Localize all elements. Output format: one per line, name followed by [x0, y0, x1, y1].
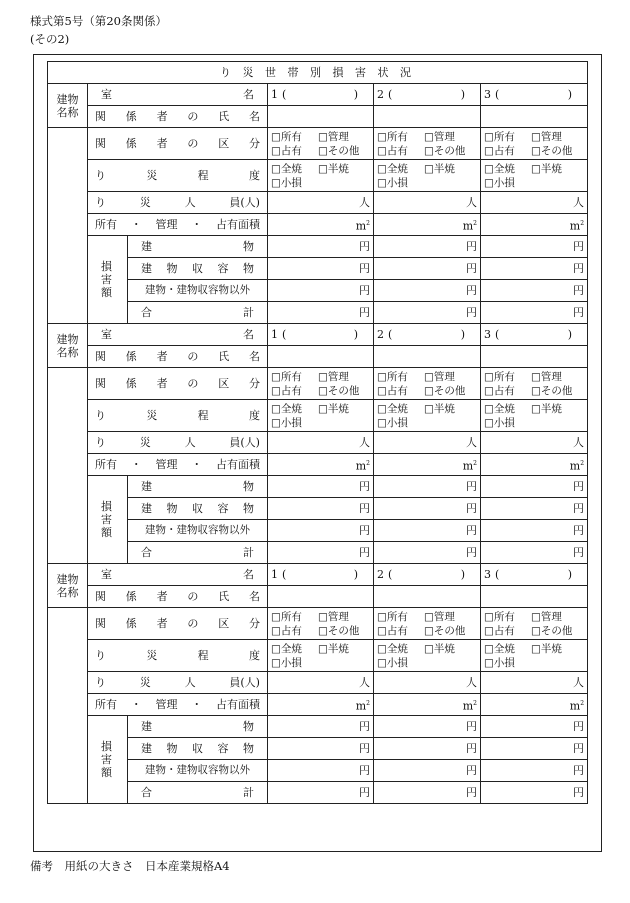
- related-class-row-2: [48, 368, 588, 400]
- slot-number: 3: [484, 328, 491, 341]
- blank-cell: [48, 608, 88, 804]
- checkbox-option[interactable]: □管理: [424, 370, 455, 383]
- checkbox-option[interactable]: □管理: [424, 130, 455, 143]
- checkbox-option[interactable]: □所有: [484, 610, 515, 623]
- checkbox-option[interactable]: □半焼: [531, 642, 562, 655]
- area-cell-2[interactable]: $m^2$: [374, 694, 481, 716]
- loss-other-cell-3[interactable]: 円: [481, 280, 588, 302]
- checkbox-option[interactable]: □占有: [484, 624, 515, 637]
- victims-cell-2[interactable]: 人: [374, 192, 481, 214]
- victims-cell-1[interactable]: 人: [268, 192, 374, 214]
- related-name-cell-1[interactable]: [268, 586, 374, 608]
- loss-building-cell-2[interactable]: 円: [374, 236, 481, 258]
- loss-other-cell-2[interactable]: 円: [374, 760, 481, 782]
- room-slot-2[interactable]: 2 ( ): [374, 84, 481, 106]
- related-name-cell-2[interactable]: [374, 106, 481, 128]
- area-cell-1[interactable]: $m^2$: [268, 694, 374, 716]
- victims-cell-3[interactable]: 人: [481, 432, 588, 454]
- room-slot-2[interactable]: 2 ( ): [374, 564, 481, 586]
- slot-number: 3: [484, 88, 491, 101]
- loss-other-cell-3[interactable]: 円: [481, 760, 588, 782]
- loss-total-label: 合 計: [128, 782, 268, 804]
- checkbox-option[interactable]: □管理: [318, 610, 349, 623]
- loss-other-label: 建物・建物収容物以外: [128, 760, 268, 782]
- checkbox-option[interactable]: □所有: [377, 130, 408, 143]
- related-name-label: 関 係 者 の 氏 名: [88, 346, 268, 368]
- loss-total-cell-2[interactable]: 円: [374, 302, 481, 324]
- checkbox-option[interactable]: □その他: [531, 144, 573, 157]
- loss-building-cell-1[interactable]: 円: [268, 476, 374, 498]
- area-label: 所有 ・ 管理 ・ 占有面積: [88, 214, 268, 236]
- loss-contents-cell-2[interactable]: 円: [374, 498, 481, 520]
- loss-contents-row-3: [48, 738, 588, 760]
- room-label: 室 名: [88, 84, 268, 106]
- area-cell-2[interactable]: $m^2$: [374, 454, 481, 476]
- checkbox-option[interactable]: □小損: [377, 416, 408, 429]
- loss-contents-cell-2[interactable]: 円: [374, 738, 481, 760]
- loss-other-row-3: [48, 760, 588, 782]
- building-name-label: 建物 名称: [48, 324, 88, 368]
- loss-contents-cell-3[interactable]: 円: [481, 498, 588, 520]
- building-name-label: 建物 名称: [48, 84, 88, 128]
- related-class-cell-2[interactable]: [374, 608, 481, 640]
- loss-other-label: 建物・建物収容物以外: [128, 280, 268, 302]
- slot-number: 1: [271, 328, 278, 341]
- checkbox-option[interactable]: □全焼: [271, 162, 302, 175]
- checkbox-option[interactable]: □占有: [377, 144, 408, 157]
- slot-number: 2: [377, 88, 384, 101]
- area-label: 所有 ・ 管理 ・ 占有面積: [88, 694, 268, 716]
- related-class-label: 関 係 者 の 区 分: [88, 128, 268, 160]
- checkbox-option[interactable]: □全焼: [271, 642, 302, 655]
- loss-other-label: 建物・建物収容物以外: [128, 520, 268, 542]
- related-class-cell-3[interactable]: [481, 368, 588, 400]
- related-name-row-2: [48, 346, 588, 368]
- checkbox-option[interactable]: □その他: [531, 624, 573, 637]
- checkbox-option[interactable]: □所有: [377, 610, 408, 623]
- checkbox-option[interactable]: □半焼: [424, 402, 455, 415]
- checkbox-option[interactable]: □管理: [531, 370, 562, 383]
- checkbox-option[interactable]: □全焼: [484, 402, 515, 415]
- title-row: [48, 62, 588, 84]
- area-row-3: [48, 694, 588, 716]
- checkbox-option[interactable]: □小損: [484, 176, 515, 189]
- related-name-cell-3[interactable]: [481, 346, 588, 368]
- checkbox-option[interactable]: □占有: [484, 384, 515, 397]
- checkbox-option[interactable]: □占有: [271, 384, 302, 397]
- loss-other-cell-1[interactable]: 円: [268, 280, 374, 302]
- loss-other-cell-1[interactable]: 円: [268, 520, 374, 542]
- room-slot-1[interactable]: 1 ( ): [268, 84, 374, 106]
- area-label: 所有 ・ 管理 ・ 占有面積: [88, 454, 268, 476]
- victims-label: り 災 人 員(人): [88, 672, 268, 694]
- related-class-row-3: [48, 608, 588, 640]
- loss-total-cell-2[interactable]: 円: [374, 782, 481, 804]
- victims-label: り 災 人 員(人): [88, 192, 268, 214]
- loss-building-cell-1[interactable]: 円: [268, 236, 374, 258]
- loss-contents-cell-3[interactable]: 円: [481, 258, 588, 280]
- checkbox-option[interactable]: □所有: [271, 610, 302, 623]
- room-label: 室 名: [88, 564, 268, 586]
- related-name-label: 関 係 者 の 氏 名: [88, 586, 268, 608]
- damage-degree-cell-2[interactable]: [374, 400, 481, 432]
- checkbox-option[interactable]: □その他: [531, 384, 573, 397]
- loss-building-cell-3[interactable]: 円: [481, 476, 588, 498]
- checkbox-option[interactable]: □半焼: [424, 642, 455, 655]
- related-class-cell-3[interactable]: [481, 608, 588, 640]
- loss-total-cell-3[interactable]: 円: [481, 302, 588, 324]
- checkbox-option[interactable]: □小損: [271, 416, 302, 429]
- area-cell-3[interactable]: $m^2$: [481, 694, 588, 716]
- area-cell-1[interactable]: $m^2$: [268, 454, 374, 476]
- checkbox-option[interactable]: □全焼: [377, 642, 408, 655]
- checkbox-option[interactable]: □占有: [271, 144, 302, 157]
- checkbox-option[interactable]: □その他: [424, 624, 466, 637]
- table-title: り 災 世 帯 別 損 害 状 況: [48, 62, 588, 84]
- loss-building-cell-3[interactable]: 円: [481, 236, 588, 258]
- checkbox-option[interactable]: □所有: [377, 370, 408, 383]
- damage-degree-label: り 災 程 度: [88, 640, 268, 672]
- damage-degree-cell-1[interactable]: [268, 160, 374, 192]
- checkbox-option[interactable]: □占有: [484, 144, 515, 157]
- building-name-label: 建物 名称: [48, 564, 88, 608]
- loss-contents-cell-1[interactable]: 円: [268, 258, 374, 280]
- loss-amount-label: 損 害 額: [88, 236, 128, 324]
- loss-contents-row-1: [48, 258, 588, 280]
- loss-total-cell-1[interactable]: 円: [268, 302, 374, 324]
- loss-amount-label: 損 害 額: [88, 476, 128, 564]
- loss-building-label: 建 物: [128, 716, 268, 738]
- victims-row-3: [48, 672, 588, 694]
- checkbox-option[interactable]: □全焼: [377, 402, 408, 415]
- related-class-cell-1[interactable]: [268, 368, 374, 400]
- checkbox-option[interactable]: □半焼: [318, 162, 349, 175]
- loss-other-cell-2[interactable]: 円: [374, 280, 481, 302]
- checkbox-option[interactable]: □管理: [318, 370, 349, 383]
- checkbox-option[interactable]: □所有: [271, 370, 302, 383]
- loss-total-cell-1[interactable]: 円: [268, 542, 374, 564]
- checkbox-option[interactable]: □管理: [318, 130, 349, 143]
- room-slot-3[interactable]: 3 ( ): [481, 564, 588, 586]
- loss-other-row-1: [48, 280, 588, 302]
- loss-contents-cell-2[interactable]: 円: [374, 258, 481, 280]
- related-class-cell-1[interactable]: [268, 128, 374, 160]
- loss-building-cell-2[interactable]: 円: [374, 476, 481, 498]
- footnote: 備考 用紙の大きさ 日本産業規格A4: [30, 859, 230, 873]
- checkbox-option[interactable]: □所有: [271, 130, 302, 143]
- loss-building-row-1: [48, 236, 588, 258]
- related-name-cell-1[interactable]: [268, 106, 374, 128]
- checkbox-option[interactable]: □その他: [424, 144, 466, 157]
- loss-total-cell-3[interactable]: 円: [481, 542, 588, 564]
- damage-degree-row-3: [48, 640, 588, 672]
- damage-degree-cell-1[interactable]: [268, 400, 374, 432]
- loss-building-row-3: [48, 716, 588, 738]
- related-name-row-1: [48, 106, 588, 128]
- victims-cell-3[interactable]: 人: [481, 672, 588, 694]
- room-slot-1[interactable]: 1 ( ): [268, 564, 374, 586]
- checkbox-option[interactable]: □所有: [484, 130, 515, 143]
- damage-degree-row-2: [48, 400, 588, 432]
- area-cell-3[interactable]: $m^2$: [481, 454, 588, 476]
- checkbox-option[interactable]: □半焼: [531, 162, 562, 175]
- area-cell-2[interactable]: $m^2$: [374, 214, 481, 236]
- victims-cell-2[interactable]: 人: [374, 672, 481, 694]
- checkbox-option[interactable]: □小損: [377, 176, 408, 189]
- checkbox-option[interactable]: □管理: [531, 610, 562, 623]
- victims-cell-3[interactable]: 人: [481, 192, 588, 214]
- checkbox-option[interactable]: □小損: [484, 416, 515, 429]
- loss-total-label: 合 計: [128, 542, 268, 564]
- checkbox-option[interactable]: □半焼: [318, 642, 349, 655]
- loss-building-label: 建 物: [128, 236, 268, 258]
- slot-number: 2: [377, 328, 384, 341]
- damage-degree-row-1: [48, 160, 588, 192]
- checkbox-option[interactable]: □その他: [318, 384, 360, 397]
- room-slot-2[interactable]: 2 ( ): [374, 324, 481, 346]
- loss-contents-cell-1[interactable]: 円: [268, 738, 374, 760]
- checkbox-option[interactable]: □所有: [484, 370, 515, 383]
- loss-building-cell-2[interactable]: 円: [374, 716, 481, 738]
- area-cell-1[interactable]: $m^2$: [268, 214, 374, 236]
- loss-contents-label: 建 物 収 容 物: [128, 498, 268, 520]
- damage-status-table: [47, 61, 588, 804]
- related-name-cell-3[interactable]: [481, 586, 588, 608]
- checkbox-option[interactable]: □半焼: [318, 402, 349, 415]
- victims-cell-1[interactable]: 人: [268, 432, 374, 454]
- checkbox-option[interactable]: □半焼: [424, 162, 455, 175]
- room-slot-3[interactable]: 3 ( ): [481, 84, 588, 106]
- loss-contents-cell-1[interactable]: 円: [268, 498, 374, 520]
- loss-contents-cell-3[interactable]: 円: [481, 738, 588, 760]
- checkbox-option[interactable]: □小損: [377, 656, 408, 669]
- loss-contents-row-2: [48, 498, 588, 520]
- slot-number: 2: [377, 568, 384, 581]
- room-label: 室 名: [88, 324, 268, 346]
- loss-total-label: 合 計: [128, 302, 268, 324]
- loss-other-cell-1[interactable]: 円: [268, 760, 374, 782]
- checkbox-option[interactable]: □全焼: [377, 162, 408, 175]
- checkbox-option[interactable]: □管理: [424, 610, 455, 623]
- related-class-label: 関 係 者 の 区 分: [88, 608, 268, 640]
- room-row-2: [48, 324, 588, 346]
- related-class-cell-2[interactable]: [374, 128, 481, 160]
- checkbox-option[interactable]: □占有: [271, 624, 302, 637]
- related-class-cell-2[interactable]: [374, 368, 481, 400]
- loss-building-label: 建 物: [128, 476, 268, 498]
- slot-number: 1: [271, 568, 278, 581]
- related-name-cell-2[interactable]: [374, 346, 481, 368]
- room-row-1: [48, 84, 588, 106]
- loss-building-cell-3[interactable]: 円: [481, 716, 588, 738]
- damage-degree-cell-2[interactable]: [374, 640, 481, 672]
- related-class-label: 関 係 者 の 区 分: [88, 368, 268, 400]
- checkbox-option[interactable]: □全焼: [484, 642, 515, 655]
- loss-building-cell-1[interactable]: 円: [268, 716, 374, 738]
- checkbox-option[interactable]: □その他: [424, 384, 466, 397]
- checkbox-option[interactable]: □その他: [318, 144, 360, 157]
- blank-cell: [48, 368, 88, 564]
- damage-degree-cell-3[interactable]: [481, 640, 588, 672]
- loss-total-row-3: [48, 782, 588, 804]
- damage-degree-cell-2[interactable]: [374, 160, 481, 192]
- loss-total-cell-1[interactable]: 円: [268, 782, 374, 804]
- damage-degree-cell-3[interactable]: [481, 400, 588, 432]
- slot-number: 3: [484, 568, 491, 581]
- checkbox-option[interactable]: □管理: [531, 130, 562, 143]
- checkbox-option[interactable]: □半焼: [531, 402, 562, 415]
- area-cell-3[interactable]: $m^2$: [481, 214, 588, 236]
- checkbox-option[interactable]: □全焼: [484, 162, 515, 175]
- loss-total-row-1: [48, 302, 588, 324]
- related-class-cell-1[interactable]: [268, 608, 374, 640]
- loss-other-cell-2[interactable]: 円: [374, 520, 481, 542]
- area-row-1: [48, 214, 588, 236]
- related-name-row-3: [48, 586, 588, 608]
- victims-cell-1[interactable]: 人: [268, 672, 374, 694]
- blank-cell: [48, 128, 88, 324]
- slot-number: 1: [271, 88, 278, 101]
- loss-total-row-2: [48, 542, 588, 564]
- loss-other-cell-3[interactable]: 円: [481, 520, 588, 542]
- related-name-cell-3[interactable]: [481, 106, 588, 128]
- checkbox-option[interactable]: □その他: [318, 624, 360, 637]
- damage-degree-label: り 災 程 度: [88, 160, 268, 192]
- victims-row-2: [48, 432, 588, 454]
- related-class-row-1: [48, 128, 588, 160]
- form-number: 様式第5号（第20条関係）: [30, 14, 167, 28]
- damage-degree-cell-3[interactable]: [481, 160, 588, 192]
- loss-building-row-2: [48, 476, 588, 498]
- related-name-label: 関 係 者 の 氏 名: [88, 106, 268, 128]
- room-slot-1[interactable]: 1 ( ): [268, 324, 374, 346]
- related-name-cell-2[interactable]: [374, 586, 481, 608]
- area-row-2: [48, 454, 588, 476]
- checkbox-option[interactable]: □小損: [271, 656, 302, 669]
- loss-total-cell-2[interactable]: 円: [374, 542, 481, 564]
- checkbox-option[interactable]: □小損: [271, 176, 302, 189]
- victims-label: り 災 人 員(人): [88, 432, 268, 454]
- loss-other-row-2: [48, 520, 588, 542]
- loss-amount-label: 損 害 額: [88, 716, 128, 804]
- loss-contents-label: 建 物 収 容 物: [128, 738, 268, 760]
- victims-row-1: [48, 192, 588, 214]
- checkbox-option[interactable]: □占有: [377, 624, 408, 637]
- checkbox-option[interactable]: □小損: [484, 656, 515, 669]
- damage-degree-cell-1[interactable]: [268, 640, 374, 672]
- victims-cell-2[interactable]: 人: [374, 432, 481, 454]
- loss-total-cell-3[interactable]: 円: [481, 782, 588, 804]
- related-name-cell-1[interactable]: [268, 346, 374, 368]
- loss-contents-label: 建 物 収 容 物: [128, 258, 268, 280]
- room-row-3: [48, 564, 588, 586]
- related-class-cell-3[interactable]: [481, 128, 588, 160]
- room-slot-3[interactable]: 3 ( ): [481, 324, 588, 346]
- form-subtitle: (その2): [30, 32, 70, 46]
- checkbox-option[interactable]: □全焼: [271, 402, 302, 415]
- damage-degree-label: り 災 程 度: [88, 400, 268, 432]
- checkbox-option[interactable]: □占有: [377, 384, 408, 397]
